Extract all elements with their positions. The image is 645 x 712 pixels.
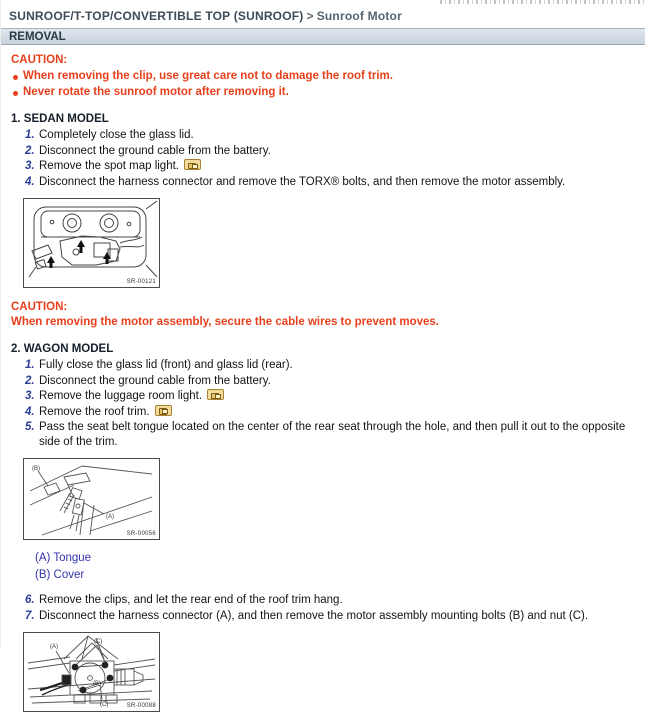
step-number: 3. — [25, 390, 35, 402]
figure-link-icon[interactable] — [184, 159, 201, 170]
step-number: 6. — [25, 594, 35, 606]
figure-code-label: SR-00056 — [126, 531, 156, 537]
step-text: Disconnect the ground cable from the battery. — [39, 374, 271, 387]
figure-annotation: (C) — [100, 702, 109, 708]
breadcrumb — [1, 0, 645, 28]
step-row — [25, 389, 645, 404]
figure-annotation: (C) — [94, 639, 103, 645]
step-text: Pass the seat belt tongue located on the center of the rear seat through the hole, and then pull it out to the opposite side of the trim. — [39, 421, 626, 448]
figure-link-icon[interactable] — [155, 405, 172, 416]
step-row — [25, 128, 645, 143]
step-number: 2. — [25, 144, 35, 157]
step-number: 1. — [25, 359, 35, 371]
caution-bullet-list — [11, 69, 645, 100]
section-header-removal: REMOVAL — [1, 28, 645, 45]
figure-legend — [35, 550, 645, 584]
legend-item-b: (B) Cover — [35, 569, 85, 581]
legend-item-a: (A) Tongue — [35, 552, 92, 564]
figure-link-icon[interactable] — [207, 389, 224, 400]
step-number: 4. — [25, 405, 35, 418]
step-row — [25, 405, 645, 420]
step-text: Remove the spot map light. — [39, 159, 201, 174]
step-number: 4. — [25, 175, 35, 188]
sedan-steps — [25, 128, 645, 189]
sedan-motor-figure — [23, 198, 160, 288]
figure-code-label: SR-00088 — [126, 703, 156, 709]
wagon-motor-diagram — [24, 633, 159, 711]
caution-block-2 — [11, 300, 645, 330]
step-row — [25, 144, 645, 159]
figure-annotation: (B) — [32, 466, 40, 472]
step-text: Fully close the glass lid (front) and glass lid (rear). — [39, 359, 293, 371]
breadcrumb-separator: > — [306, 9, 314, 23]
sedan-model-heading: 1. SEDAN MODEL — [11, 113, 109, 125]
step-text: Disconnect the harness connector (A), and then remove the motor assembly mounting bolts (B) and nut (C). — [39, 609, 589, 622]
step-text: Remove the luggage room light. — [39, 389, 224, 404]
step-number: 1. — [25, 129, 35, 141]
step-text: Completely close the glass lid. — [39, 129, 194, 141]
sedan-motor-diagram — [24, 199, 159, 287]
caution-item: Never rotate the sunroof motor after removing it. — [11, 85, 645, 100]
caution-label: CAUTION: — [11, 301, 68, 313]
step-row — [25, 374, 645, 389]
figure-annotation: (A) — [106, 514, 114, 520]
step-text: Disconnect the ground cable from the battery. — [39, 144, 271, 157]
step-text: Remove the clips, and let the rear end of the roof trim hang. — [39, 594, 343, 606]
step-row — [25, 175, 645, 190]
step-number: 5. — [25, 421, 35, 433]
figure-annotation: (A) — [50, 644, 58, 650]
step-row — [25, 358, 645, 373]
step-number: 2. — [25, 374, 35, 387]
figure-code-label: SR-00121 — [126, 279, 156, 285]
figure-annotation: (B) — [93, 681, 101, 687]
step-number: 7. — [25, 609, 35, 622]
seat-belt-tongue-diagram — [24, 459, 159, 539]
step-row — [25, 420, 645, 449]
wagon-steps — [25, 358, 645, 449]
wagon-steps-continued — [25, 593, 645, 623]
step-number: 3. — [25, 160, 35, 172]
wagon-model-heading: 2. WAGON MODEL — [11, 343, 114, 355]
breadcrumb-section: SUNROOF/T-TOP/CONVERTIBLE TOP (SUNROOF) — [9, 9, 304, 23]
step-text: Disconnect the harness connector and remove the TORX® bolts, and then remove the motor assembly. — [39, 175, 566, 188]
caution-block-1 — [11, 53, 645, 100]
top-edge-artifact — [440, 0, 645, 4]
wagon-motor-figure — [23, 632, 160, 712]
step-text: Remove the roof trim. — [39, 405, 172, 420]
step-row — [25, 609, 645, 624]
step-row — [25, 593, 645, 608]
seat-belt-tongue-figure — [23, 458, 160, 540]
caution-text: When removing the motor assembly, secure the cable wires to prevent moves. — [11, 316, 439, 328]
caution-label: CAUTION: — [11, 54, 68, 66]
breadcrumb-topic: Sunroof Motor — [316, 9, 402, 23]
caution-item: When removing the clip, use great care not to damage the roof trim. — [11, 69, 645, 84]
step-row — [25, 159, 645, 174]
